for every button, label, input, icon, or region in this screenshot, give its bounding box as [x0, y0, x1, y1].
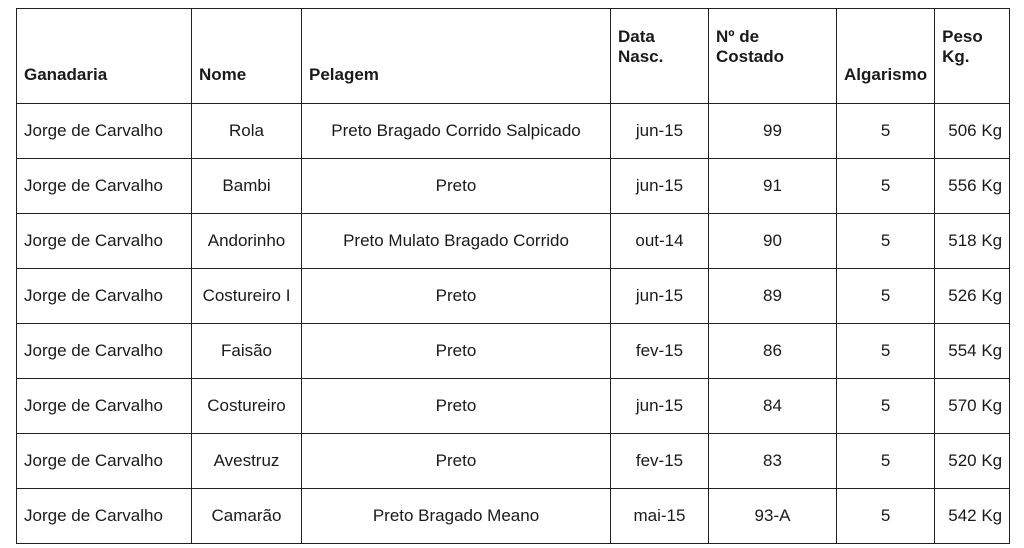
cell-data-nasc: fev-15	[611, 434, 709, 489]
cell-pelagem: Preto Bragado Corrido Salpicado	[302, 104, 611, 159]
header-costado: Nº de Costado	[709, 9, 837, 104]
header-ganadaria: Ganadaria	[17, 9, 192, 104]
cell-pelagem: Preto Mulato Bragado Corrido	[302, 214, 611, 269]
cell-costado: 91	[709, 159, 837, 214]
table-header-row	[17, 9, 1010, 104]
cell-ganadaria: Jorge de Carvalho	[17, 489, 192, 544]
cell-peso: 556 Kg	[935, 159, 1010, 214]
cell-ganadaria: Jorge de Carvalho	[17, 324, 192, 379]
cell-nome: Bambi	[192, 159, 302, 214]
cell-algarismo: 5	[837, 489, 935, 544]
cell-pelagem: Preto	[302, 434, 611, 489]
cell-nome: Costureiro	[192, 379, 302, 434]
cell-algarismo: 5	[837, 434, 935, 489]
cell-costado: 84	[709, 379, 837, 434]
cell-algarismo: 5	[837, 379, 935, 434]
table-row	[17, 104, 1010, 159]
header-peso: Peso Kg.	[935, 9, 1010, 104]
cell-nome: Faisão	[192, 324, 302, 379]
cell-ganadaria: Jorge de Carvalho	[17, 379, 192, 434]
cell-ganadaria: Jorge de Carvalho	[17, 214, 192, 269]
cell-nome: Rola	[192, 104, 302, 159]
table-row	[17, 159, 1010, 214]
cell-nome: Camarão	[192, 489, 302, 544]
cell-nome: Avestruz	[192, 434, 302, 489]
table-row	[17, 379, 1010, 434]
cell-algarismo: 5	[837, 269, 935, 324]
cell-peso: 506 Kg	[935, 104, 1010, 159]
cell-costado: 83	[709, 434, 837, 489]
cell-peso: 570 Kg	[935, 379, 1010, 434]
cell-ganadaria: Jorge de Carvalho	[17, 269, 192, 324]
cell-ganadaria: Jorge de Carvalho	[17, 159, 192, 214]
table-row	[17, 489, 1010, 544]
cell-data-nasc: mai-15	[611, 489, 709, 544]
cell-data-nasc: out-14	[611, 214, 709, 269]
cell-peso: 526 Kg	[935, 269, 1010, 324]
cell-pelagem: Preto	[302, 269, 611, 324]
cell-ganadaria: Jorge de Carvalho	[17, 104, 192, 159]
cell-costado: 90	[709, 214, 837, 269]
cell-pelagem: Preto	[302, 379, 611, 434]
cell-pelagem: Preto	[302, 159, 611, 214]
cell-data-nasc: jun-15	[611, 159, 709, 214]
header-algarismo: Algarismo	[837, 9, 935, 104]
header-data-nasc: Data Nasc.	[611, 9, 709, 104]
header-pelagem: Pelagem	[302, 9, 611, 104]
cell-data-nasc: jun-15	[611, 269, 709, 324]
cell-algarismo: 5	[837, 214, 935, 269]
cell-data-nasc: jun-15	[611, 104, 709, 159]
table-row	[17, 269, 1010, 324]
cell-costado: 99	[709, 104, 837, 159]
cell-nome: Costureiro I	[192, 269, 302, 324]
cell-peso: 554 Kg	[935, 324, 1010, 379]
table-body	[17, 104, 1010, 544]
cell-algarismo: 5	[837, 104, 935, 159]
table-row	[17, 434, 1010, 489]
cell-costado: 89	[709, 269, 837, 324]
cell-peso: 542 Kg	[935, 489, 1010, 544]
cell-peso: 518 Kg	[935, 214, 1010, 269]
cell-algarismo: 5	[837, 159, 935, 214]
table-container	[16, 8, 1010, 544]
cell-data-nasc: fev-15	[611, 324, 709, 379]
cell-ganadaria: Jorge de Carvalho	[17, 434, 192, 489]
bulls-table	[16, 8, 1010, 544]
cell-pelagem: Preto Bragado Meano	[302, 489, 611, 544]
cell-nome: Andorinho	[192, 214, 302, 269]
cell-peso: 520 Kg	[935, 434, 1010, 489]
table-row	[17, 214, 1010, 269]
cell-costado: 86	[709, 324, 837, 379]
table-row	[17, 324, 1010, 379]
cell-data-nasc: jun-15	[611, 379, 709, 434]
cell-pelagem: Preto	[302, 324, 611, 379]
cell-algarismo: 5	[837, 324, 935, 379]
cell-costado: 93-A	[709, 489, 837, 544]
header-nome: Nome	[192, 9, 302, 104]
